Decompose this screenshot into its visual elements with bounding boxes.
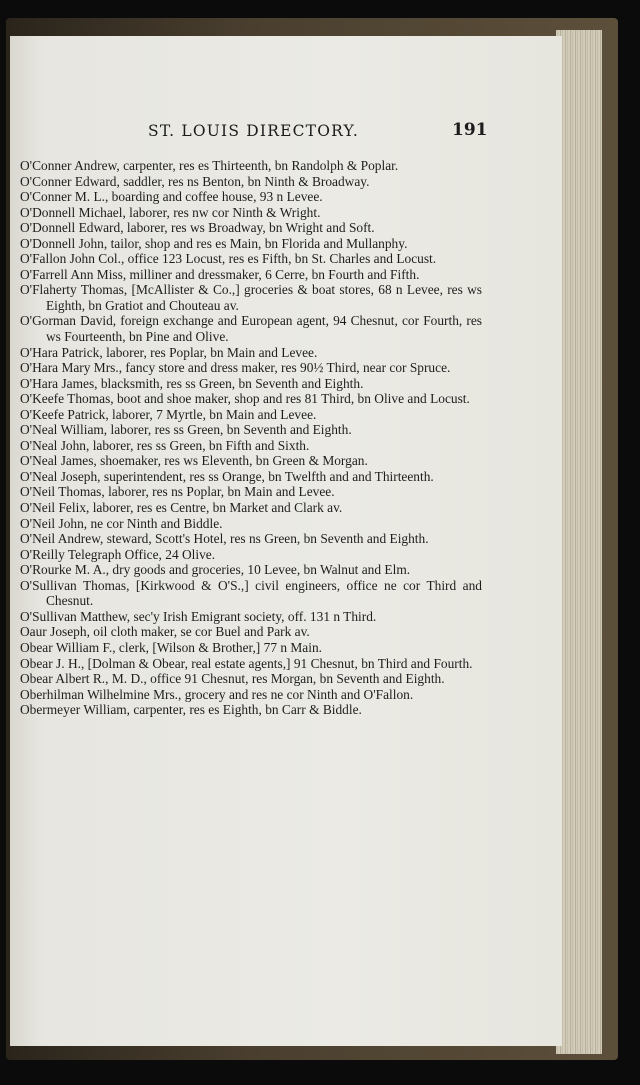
directory-entry: O'Neal John, laborer, res ss Green, bn Fifth and Sixth. [20,437,310,453]
directory-entry: O'Keefe Patrick, laborer, 7 Myrtle, bn Main and Levee. [20,406,317,422]
directory-entries [20,158,482,718]
directory-entry: O'Neil Andrew, steward, Scott's Hotel, res ns Green, bn Seventh and Eighth. [20,531,429,547]
directory-entry: O'Neil Thomas, laborer, res ns Poplar, bn Main and Levee. [20,484,335,500]
directory-entry: O'Fallon John Col., office 123 Locust, res es Fifth, bn St. Charles and Locust. [20,251,437,267]
directory-entry: O'Neil Felix, laborer, res es Centre, bn Market and Clark av. [20,500,343,516]
directory-entry: O'Gorman David, foreign exchange and European agent, 94 Chesnut, cor Fourth, res ws Fourteenth, bn Pine and Olive. [20,313,482,345]
directory-entry: O'Rourke M. A., dry goods and groceries, 10 Levee, bn Walnut and Elm. [20,562,411,578]
directory-entry: O'Neal James, shoemaker, res ws Eleventh, bn Green & Morgan. [20,453,368,469]
page-header [10,122,562,146]
directory-entry: O'Neil John, ne cor Ninth and Biddle. [20,515,223,531]
directory-entry: Oaur Joseph, oil cloth maker, se cor Buel and Park av. [20,624,310,640]
directory-entry: Obermeyer William, carpenter, res es Eighth, bn Carr & Biddle. [20,702,362,718]
directory-entry: Obear William F., clerk, [Wilson & Brother,] 77 n Main. [20,639,323,655]
directory-entry: O'Hara Patrick, laborer, res Poplar, bn Main and Levee. [20,344,318,360]
page-number: 191 [452,120,488,140]
directory-entry: O'Keefe Thomas, boot and shoe maker, shop and res 81 Third, bn Olive and Locust. [20,391,470,407]
directory-entry: O'Sullivan Thomas, [Kirkwood & O'S.,] civil engineers, office ne cor Third and Chesnut. [20,577,482,609]
directory-entry: O'Donnell Edward, laborer, res ws Broadway, bn Wright and Soft. [20,220,375,236]
directory-entry: O'Sullivan Matthew, sec'y Irish Emigrant society, off. 131 n Third. [20,608,377,624]
directory-entry: Obear J. H., [Dolman & Obear, real estate agents,] 91 Chesnut, bn Third and Fourth. [20,655,473,671]
page-edges [556,30,602,1054]
directory-entry: O'Conner Edward, saddler, res ns Benton, bn Ninth & Broadway. [20,173,370,189]
directory-entry: Obear Albert R., M. D., office 91 Chesnut, res Morgan, bn Seventh and Eighth. [20,671,445,687]
directory-entry: O'Donnell Michael, laborer, res nw cor Ninth & Wright. [20,204,321,220]
running-title: ST. LOUIS DIRECTORY. [148,122,360,140]
directory-entry: O'Donnell John, tailor, shop and res es Main, bn Florida and Mullanphy. [20,235,408,251]
directory-entry: O'Neal Joseph, superintendent, res ss Orange, bn Twelfth and and Thirteenth. [20,468,434,484]
directory-entry: O'Neal William, laborer, res ss Green, bn Seventh and Eighth. [20,422,352,438]
directory-entry: Oberhilman Wilhelmine Mrs., grocery and res ne cor Ninth and O'Fallon. [20,686,414,702]
directory-entry: O'Flaherty Thomas, [McAllister & Co.,] groceries & boat stores, 68 n Levee, res ws Eighth, bn Gratiot and Chouteau av. [20,282,482,313]
directory-page [10,36,562,1046]
directory-entry: O'Conner Andrew, carpenter, res es Thirteenth, bn Randolph & Poplar. [20,158,399,173]
directory-entry: O'Hara James, blacksmith, res ss Green, bn Seventh and Eighth. [20,375,364,391]
directory-entry: O'Conner M. L., boarding and coffee house, 93 n Levee. [20,189,323,205]
directory-entry: O'Farrell Ann Miss, milliner and dressmaker, 6 Cerre, bn Fourth and Fifth. [20,266,420,282]
directory-entry: O'Hara Mary Mrs., fancy store and dress maker, res 90½ Third, near cor Spruce. [20,360,451,376]
directory-entry: O'Reilly Telegraph Office, 24 Olive. [20,546,216,562]
